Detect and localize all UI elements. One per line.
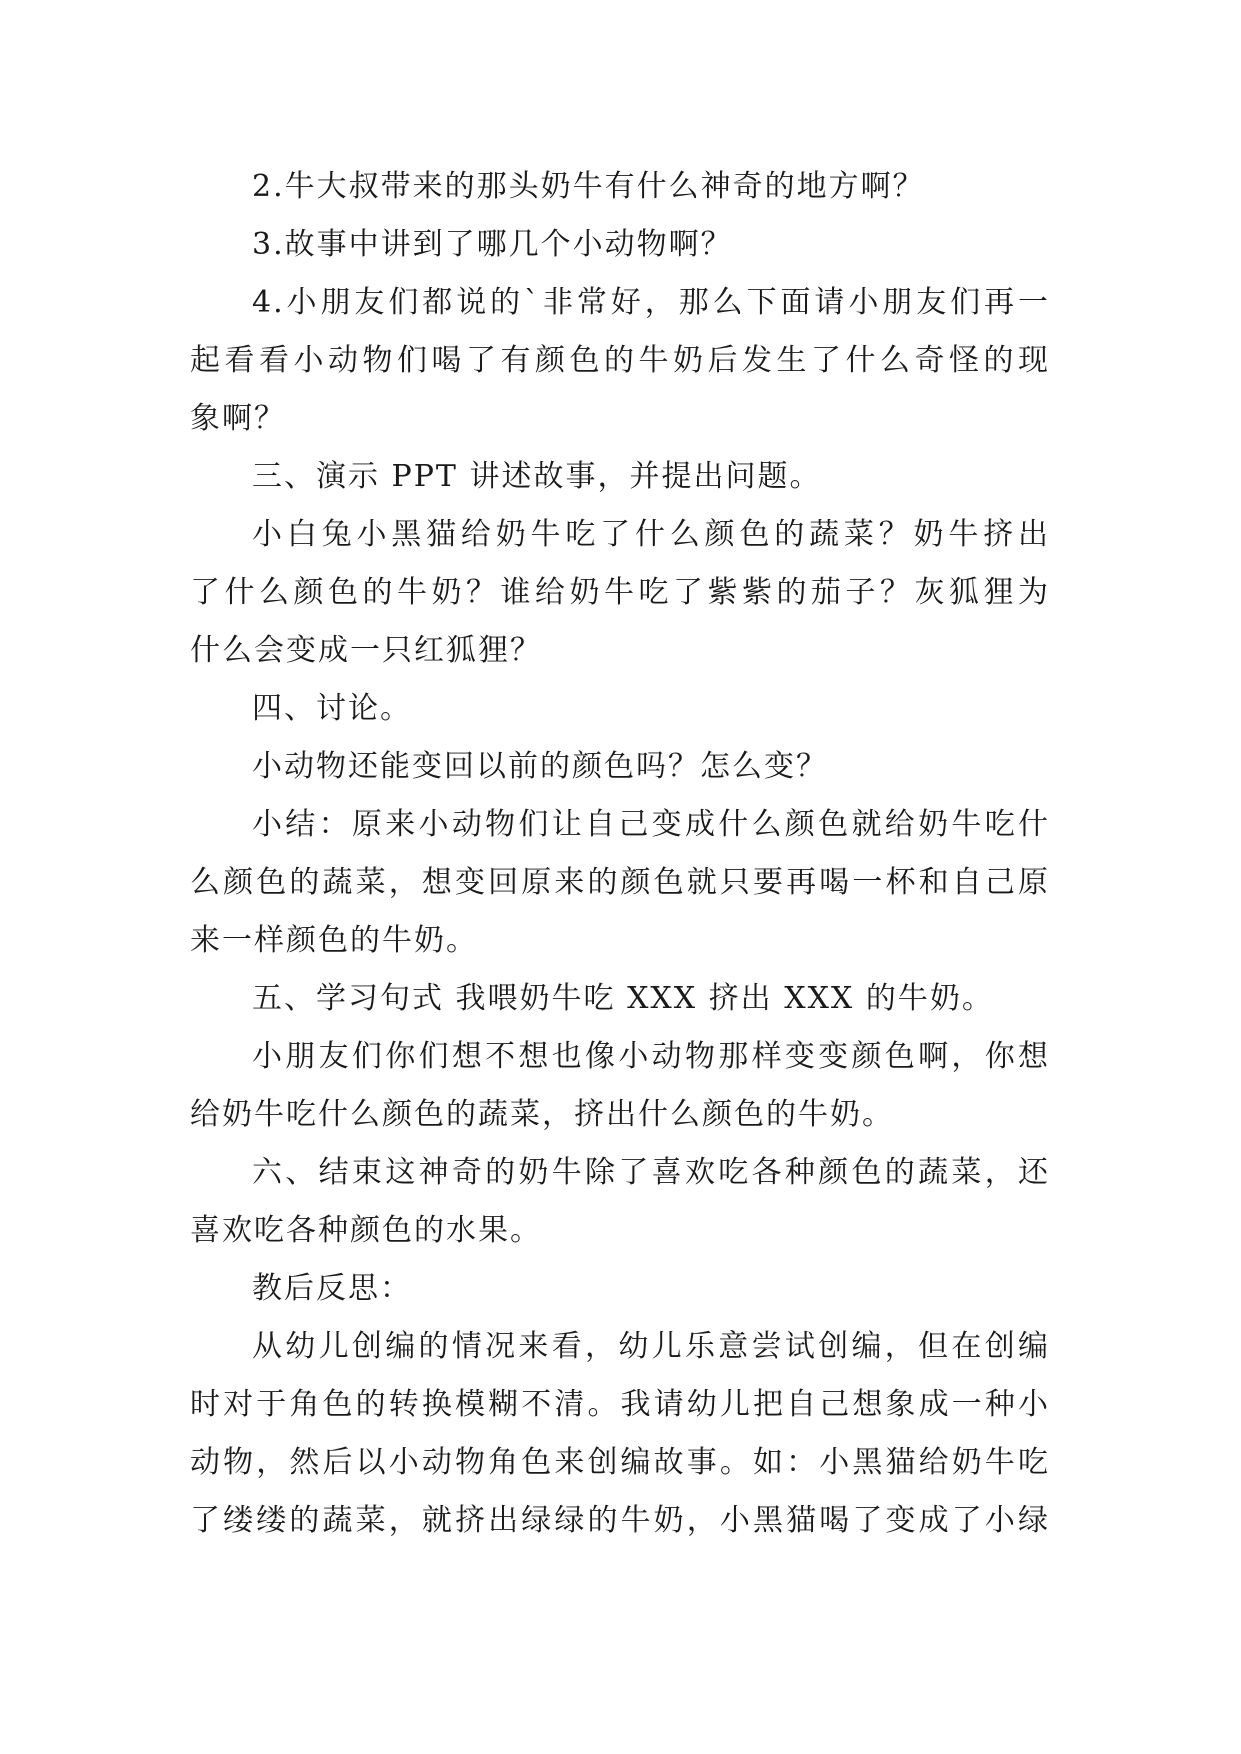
question-2-line: 2.牛大叔带来的那头奶牛有什么神奇的地方啊？	[252, 169, 925, 204]
summary-line-3: 来一样颜色的牛奶。	[190, 923, 478, 958]
reflection-heading: 教后反思：	[252, 1271, 412, 1306]
reflection-line-3: 动物，然后以小动物角色来创编故事。如：小黑猫给奶牛吃	[190, 1445, 1050, 1480]
section-3-para-line-3: 什么会变成一只红狐狸？	[190, 633, 542, 668]
section-5-para-line-1: 小朋友们你们想不想也像小动物那样变变颜色啊，你想	[252, 1039, 1050, 1074]
question-4-line-3: 象啊？	[190, 401, 286, 436]
reflection-line-4: 了缕缕的蔬菜，就挤出绿绿的牛奶，小黑猫喝了变成了小绿	[190, 1503, 1050, 1538]
section-3-heading: 三、演示 PPT 讲述故事，并提出问题。	[252, 459, 822, 494]
section-3-para-line-2: 了什么颜色的牛奶？谁给奶牛吃了紫紫的茄子？灰狐狸为	[190, 575, 1050, 610]
reflection-line-2: 时对于角色的转换模糊不清。我请幼儿把自己想象成一种小	[190, 1387, 1050, 1422]
summary-line-1: 小结：原来小动物们让自己变成什么颜色就给奶牛吃什	[252, 807, 1050, 842]
summary-line-2: 么颜色的蔬菜，想变回原来的颜色就只要再喝一杯和自己原	[190, 865, 1050, 900]
question-3-line: 3.故事中讲到了哪几个小动物啊？	[252, 227, 733, 262]
section-5-heading: 五、学习句式 我喂奶牛吃 XXX 挤出 XXX 的牛奶。	[252, 981, 994, 1016]
section-4-question: 小动物还能变回以前的颜色吗？怎么变？	[252, 749, 828, 784]
section-6-line-2: 喜欢吃各种颜色的水果。	[190, 1213, 542, 1248]
section-5-para-line-2: 给奶牛吃什么颜色的蔬菜，挤出什么颜色的牛奶。	[190, 1097, 894, 1132]
question-4-line-1: 4.小朋友们都说的`非常好，那么下面请小朋友们再一	[252, 285, 1050, 320]
section-4-heading: 四、讨论。	[252, 691, 412, 726]
section-3-para-line-1: 小白兔小黑猫给奶牛吃了什么颜色的蔬菜？奶牛挤出	[252, 517, 1050, 552]
question-4-line-2: 起看看小动物们喝了有颜色的牛奶后发生了什么奇怪的现	[190, 343, 1050, 378]
section-6-line-1: 六、结束这神奇的奶牛除了喜欢吃各种颜色的蔬菜，还	[252, 1155, 1050, 1190]
reflection-line-1: 从幼儿创编的情况来看，幼儿乐意尝试创编，但在创编	[252, 1329, 1050, 1364]
